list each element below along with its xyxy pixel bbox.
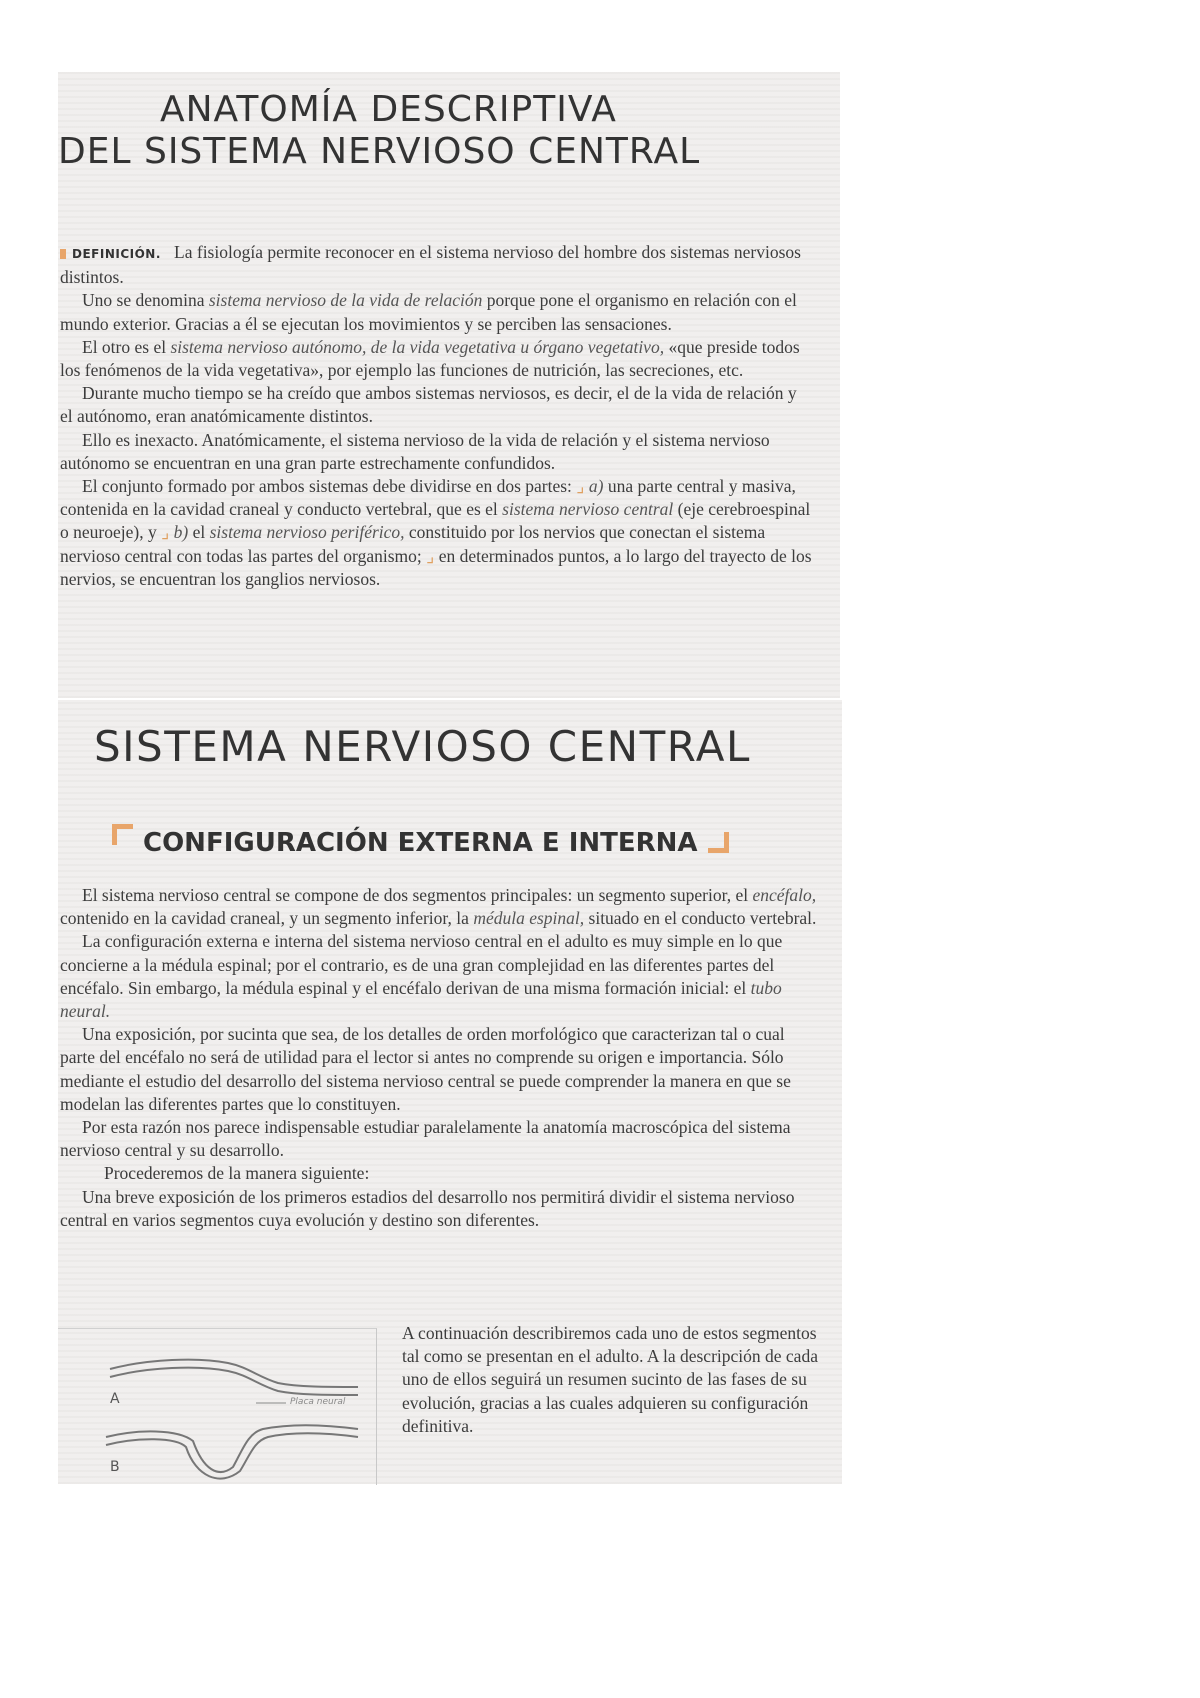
plate-a-lower-line bbox=[110, 1368, 358, 1395]
neural-plate-diagram bbox=[58, 1329, 376, 1485]
corner-mark-icon: ⌟ bbox=[576, 476, 585, 497]
paragraph: Durante mucho tiempo se ha creído que ambos sistemas nerviosos, es decir, el de la vida de relación y el autónomo, eran anatómicamente distintos. bbox=[60, 383, 797, 427]
paragraph: Ello es inexacto. Anatómicamente, el sistema nervioso de la vida de relación y el sistema nervioso autónomo se encuentran en una gran parte estrechamente confundidos. bbox=[60, 429, 770, 473]
figure-neural-plate bbox=[58, 1328, 377, 1485]
paragraph: Una exposición, por sucinta que sea, de los detalles de orden morfológico que caracterizan tal o cual parte del encéfalo no será de utilidad para el lector si antes no comprende su origen e importancia. Sólo mediante el estudio del desarrollo del sistema nervioso central se puede comprender la manera en que se modelan las diferentes partes que lo constituyen. bbox=[60, 1024, 791, 1114]
main-title-line1: ANATOMÍA DESCRIPTIVA bbox=[160, 89, 617, 130]
section-title: SISTEMA NERVIOSO CENTRAL bbox=[94, 722, 751, 771]
corner-left-icon bbox=[112, 824, 133, 845]
figure-label-b: B bbox=[110, 1459, 120, 1475]
paragraph: El otro es el sistema nervioso autónomo, de la vida vegetativa u órgano vegetativo, «que preside todos los fenómenos de la vida vegetativa», por ejemplo las funciones de nutrición, las secreciones, etc. bbox=[60, 336, 800, 381]
groove-b-inner-line bbox=[106, 1433, 358, 1478]
groove-b-outer-line bbox=[106, 1425, 358, 1472]
paragraph: A continuación describiremos cada uno de estos segmentos tal como se presentan en el adulto. A la descripción de cada uno de ellos seguirá un resumen sucinto de las fases de su evolución, gracias a las cuales adquieren su configuración definitiva. bbox=[402, 1323, 818, 1436]
paragraph: El conjunto formado por ambos sistemas debe dividirse en dos partes: ⌟ a) una parte central y masiva, contenida en la cavidad craneal y conducto vertebral, que es el sistema nervioso central (eje cerebroespinal o neuroeje), y ⌟ b) el sistema nervioso periférico, constituido por los nervios que conectan el sistema nervioso central con todas las partes del organismo; ⌟ en determinados puntos, a lo largo del trayecto de los nervios, se encuentran los ganglios nerviosos. bbox=[60, 476, 812, 589]
paragraph: La configuración externa e interna del sistema nervioso central en el adulto es muy simple en lo que concierne a la médula espinal; por el contrario, es de una gran complejidad en las diferentes partes del encéfalo. Sin embargo, la médula espinal y el encéfalo derivan de una misma formación inicial: el tubo neural. bbox=[60, 931, 783, 1022]
body-text bbox=[60, 884, 818, 1232]
definition-text: La fisiología permite reconocer en el sistema nervioso del hombre dos sistemas nerviosos distintos. bbox=[60, 242, 801, 288]
definition-paragraph bbox=[60, 241, 812, 289]
corner-mark-icon: ⌟ bbox=[426, 545, 435, 566]
paragraph: Por esta razón nos parece indispensable estudiar paralelamente la anatomía macroscópica del sistema nervioso central y su desarrollo. bbox=[60, 1117, 791, 1161]
corner-right-icon bbox=[708, 832, 729, 853]
body-text-continued bbox=[402, 1322, 820, 1438]
definition-section bbox=[60, 241, 812, 591]
corner-mark-icon: ⌟ bbox=[161, 522, 170, 543]
paragraph: Una breve exposición de los primeros estadios del desarrollo nos permitirá dividir el sistema nervioso central en varios segmentos cuya evolución y destino son diferentes. bbox=[60, 1186, 795, 1230]
figure-caption-a: Placa neural bbox=[290, 1397, 346, 1407]
subsection-heading: CONFIGURACIÓN EXTERNA E INTERNA bbox=[112, 824, 729, 856]
paragraph: Uno se denomina sistema nervioso de la vida de relación porque pone el organismo en relación con el mundo exterior. Gracias a él se ejecutan los movimientos y se perciben las sensaciones. bbox=[60, 290, 797, 334]
paragraph: El sistema nervioso central se compone de dos segmentos principales: un segmento superior, el encéfalo, contenido en la cavidad craneal, y un segmento inferior, la médula espinal, situado en el conducto vertebral. bbox=[60, 885, 817, 929]
definition-keyword: DEFINICIÓN. bbox=[72, 247, 161, 261]
figure-label-a: A bbox=[110, 1391, 120, 1407]
main-title-line2: DEL SISTEMA NERVIOSO CENTRAL bbox=[58, 131, 701, 172]
bullet-marker bbox=[60, 249, 66, 259]
paragraph: Procederemos de la manera siguiente: bbox=[104, 1163, 370, 1184]
